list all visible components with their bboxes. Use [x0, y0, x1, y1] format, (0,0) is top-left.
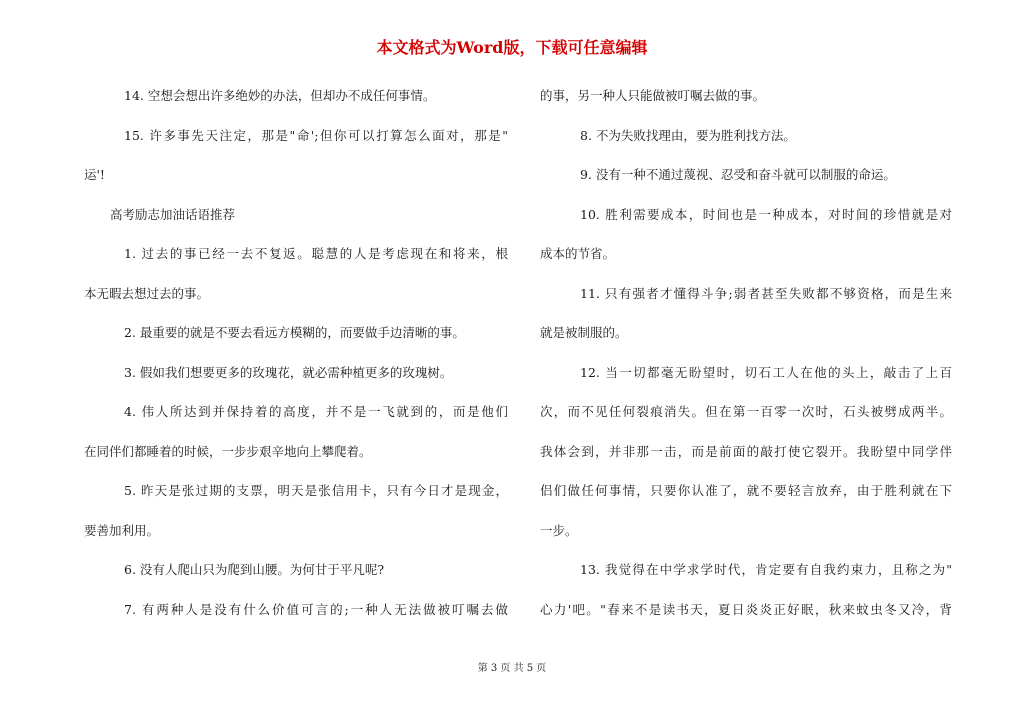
text-line: 高考励志加油话语推荐 [110, 206, 236, 222]
text-line: 12. 当一切都毫无盼望时，切石工人在他的头上，敲击了上百 [580, 364, 952, 380]
text-line: 侣们做任何事情，只要你认准了，就不要轻言放弃，由于胜利就在下 [540, 483, 952, 498]
text-line: 我体会到，并非那一击，而是前面的敲打使它裂开。我盼望中同学伴 [540, 443, 952, 459]
text-line: 要善加利用。 [84, 522, 160, 538]
text-line: 9. 没有一种不通过蔑视、忍受和奋斗就可以制服的命运。 [580, 167, 896, 182]
document-banner: 本文格式为Word版，下载可任意编辑 [376, 38, 648, 57]
text-line: 在同伴们都睡着的时候，一步步艰辛地向上攀爬着。 [84, 443, 372, 459]
text-line: 10. 胜利需要成本，时间也是一种成本，对时间的珍惜就是对 [580, 206, 952, 222]
text-line: 15. 许多事先天注定，那是"命';但你可以打算怎么面对，那是" [124, 127, 508, 143]
text-line: 8. 不为失败找理由，要为胜利找方法。 [580, 127, 796, 143]
text-line: 5. 昨天是张过期的支票，明天是张信用卡，只有今日才是现金， [124, 483, 508, 498]
text-line: 本无暇去想过去的事。 [84, 285, 210, 301]
text-line: 成本的节省。 [540, 246, 616, 261]
text-line: 11. 只有强者才懂得斗争;弱者甚至失败都不够资格，而是生来 [580, 285, 952, 301]
right-column [540, 76, 952, 629]
text-line: 6. 没有人爬山只为爬到山腰。为何甘于平凡呢? [124, 562, 385, 577]
text-line: 次，而不见任何裂痕消失。但在第一百零一次时，石头被劈成两半。 [540, 404, 952, 419]
text-line: 运'! [84, 167, 105, 182]
text-line: 4. 伟人所达到并保持着的高度，并不是一飞就到的，而是他们 [124, 404, 508, 419]
text-line: 13. 我觉得在中学求学时代，肯定要有自我约束力，且称之为" [580, 562, 952, 577]
left-column [84, 76, 508, 629]
text-line: 3. 假如我们想要更多的玫瑰花，就必需种植更多的玫瑰树。 [124, 364, 453, 380]
text-line: 7. 有两种人是没有什么价值可言的;一种人无法做被叮嘱去做 [124, 601, 508, 617]
text-line: 2. 最重要的就是不要去看远方模糊的，而要做手边清晰的事。 [124, 325, 465, 340]
text-line: 一步。 [540, 522, 578, 538]
page-footer: 第 3 页 共 5 页 [477, 663, 547, 674]
text-line: 就是被制服的。 [540, 325, 628, 340]
text-line: 14. 空想会想出许多绝妙的办法，但却办不成任何事情。 [124, 88, 436, 103]
text-line: 心力'吧。"春来不是读书天，夏日炎炎正好眠，秋来蚊虫冬又冷，背 [540, 601, 952, 617]
text-line: 1. 过去的事已经一去不复返。聪慧的人是考虑现在和将来，根 [124, 246, 508, 261]
text-line: 的事，另一种人只能做被叮嘱去做的事。 [540, 88, 766, 103]
